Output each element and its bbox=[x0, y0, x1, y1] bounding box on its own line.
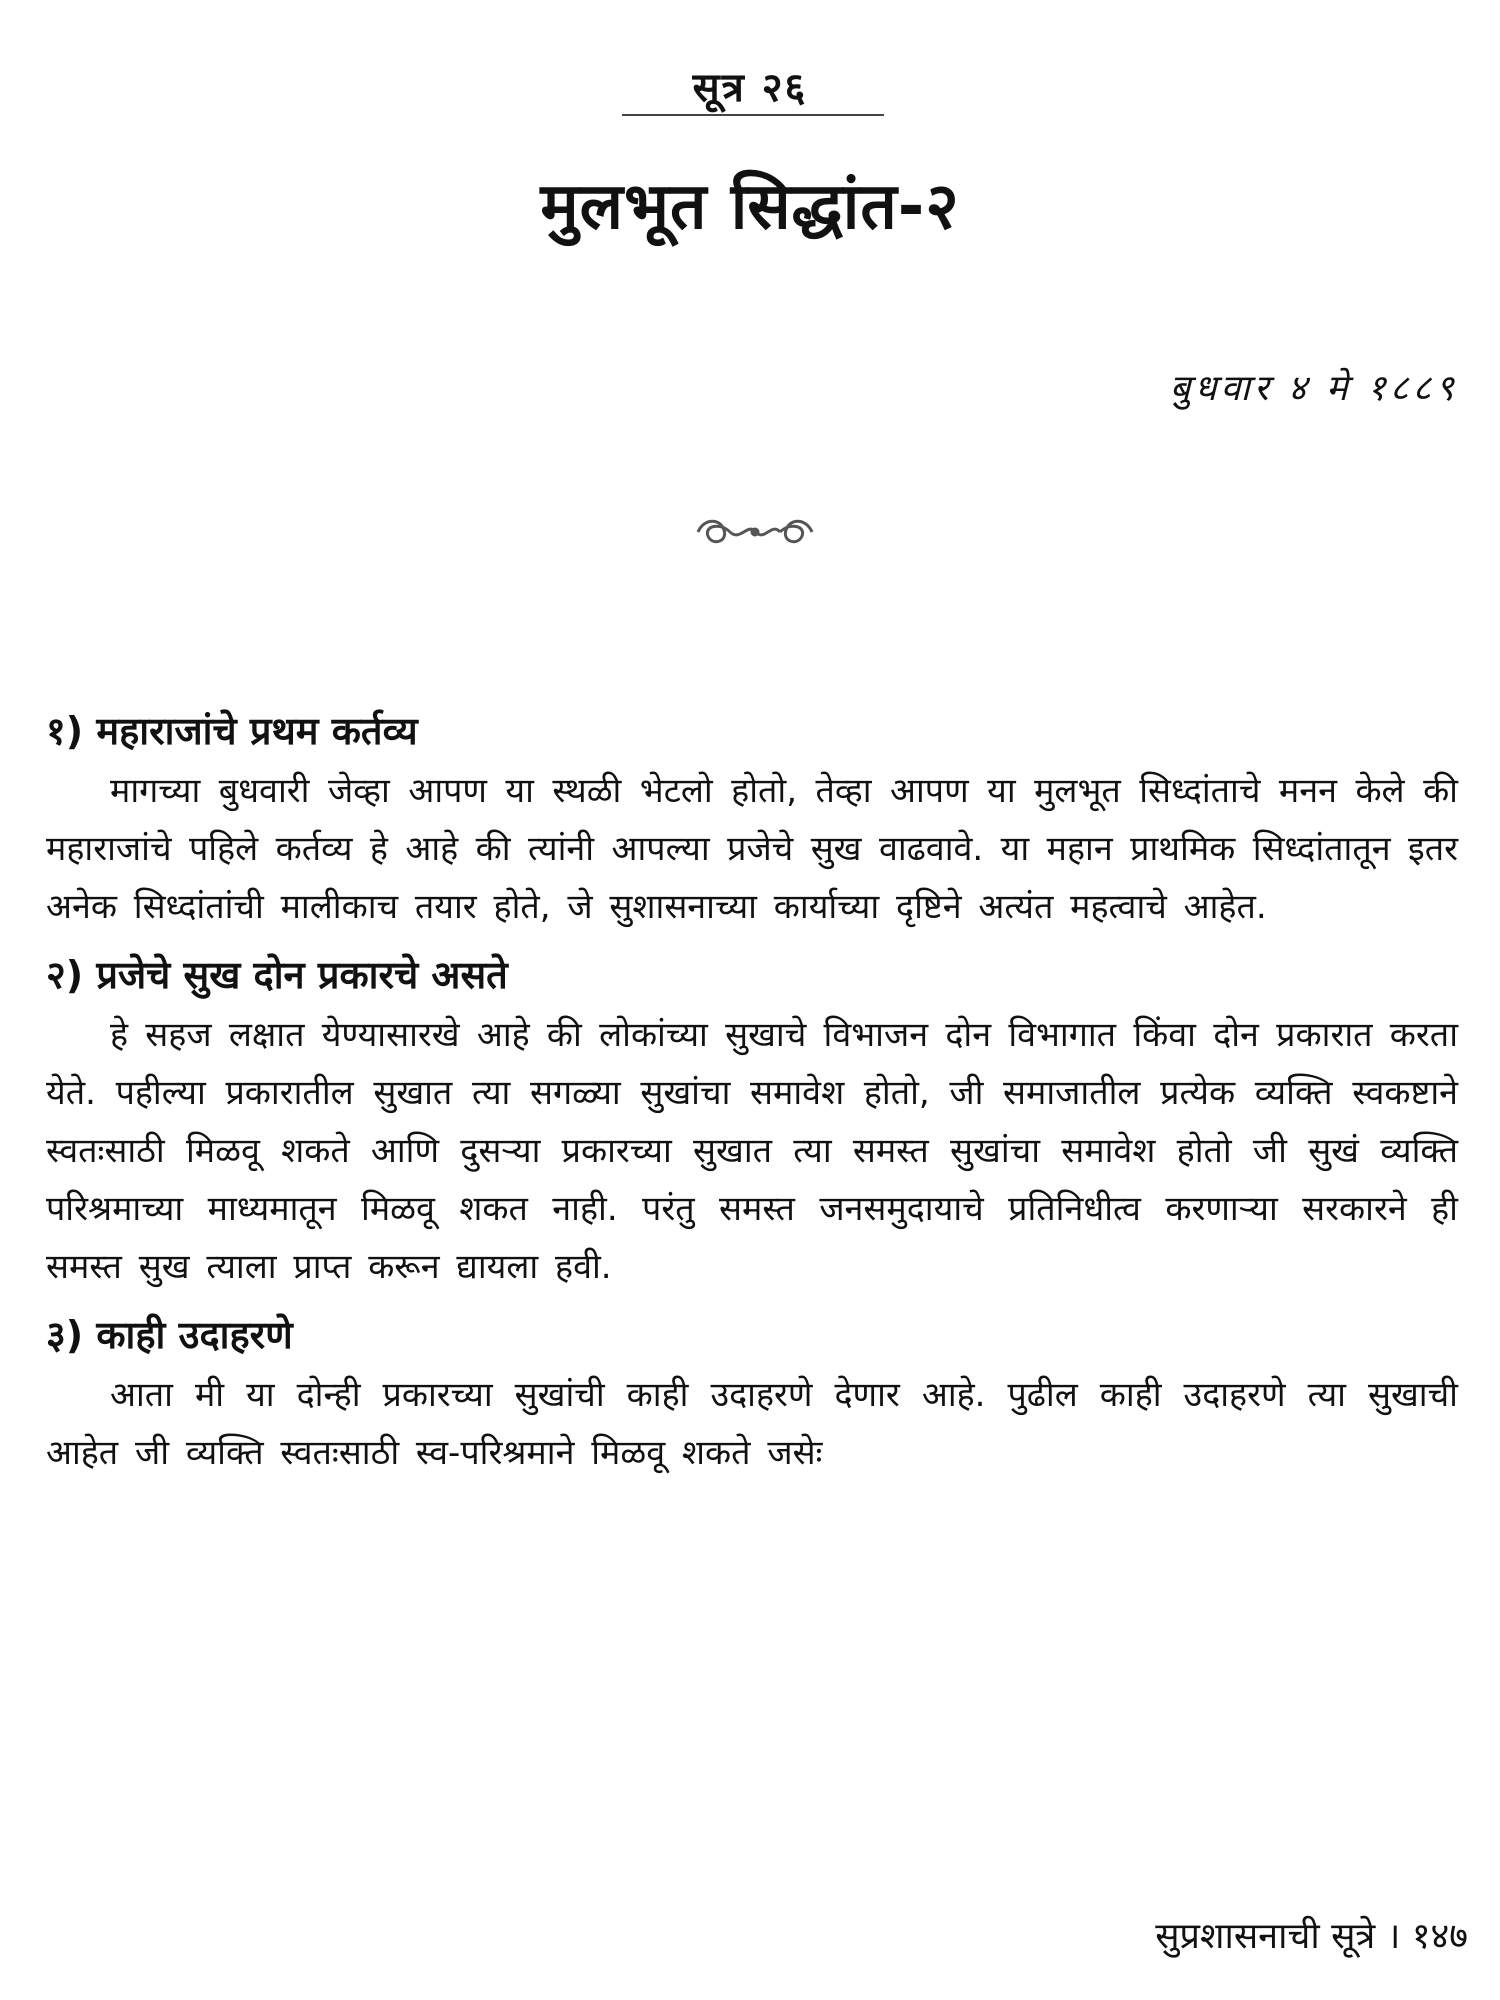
sutra-number-label: सूत्र २६ bbox=[692, 65, 808, 111]
page-footer: सुप्रशासनाची सूत्रे । १४७ bbox=[1155, 1916, 1468, 1957]
ornament-divider-icon bbox=[690, 512, 820, 552]
section-heading-3: ३) काही उदाहरणे bbox=[46, 1313, 293, 1357]
chapter-title: मुलभूत सिद्धांत-२ bbox=[540, 170, 960, 244]
section-heading-2: २) प्रजेचे सुख दोन प्रकारचे असते bbox=[46, 953, 508, 997]
lecture-date: बुधवार ४ मे १८८९ bbox=[1169, 368, 1458, 409]
section-paragraph-2: हे सहज लक्षात येण्यासारखे आहे की लोकांच्या सुखाचे विभाजन दोन विभागात किंवा दोन प्रकारात करता येते. पहील्या प्रकारातील सुखात त्या सगळ्या सुखांचा समावेश होतो, जी समाजातील प्रत्येक व्यक्ति स्वकष्टाने स्वतःसाठी मिळवू शकते आणि दुसऱ्या प्रकारच्या सुखात त्या समस्त सुखांचा समावेश होतो जी सुखं व्यक्ति परिश्रमाच्या माध्यमातून मिळवू शकत नाही. परंतु समस्त जनसमुदायाचे प्रतिनिधीत्व करणाऱ्या सरकारने ही समस्त सुख त्याला प्राप्त करून द्यायला हवी. bbox=[46, 1015, 1458, 1287]
section-heading-1: १) महाराजांचे प्रथम कर्तव्य bbox=[46, 709, 418, 753]
document-body bbox=[46, 700, 1458, 1490]
sutra-underline bbox=[622, 114, 884, 116]
section-paragraph-3: आता मी या दोन्ही प्रकारच्या सुखांची काही उदाहरणे देणार आहे. पुढील काही उदाहरणे त्या सुखाची आहेत जी व्यक्ति स्वतःसाठी स्व-परिश्रमाने मिळवू शकते जसेः bbox=[46, 1375, 1458, 1473]
section-paragraph-1: मागच्या बुधवारी जेव्हा आपण या स्थळी भेटलो होतो, तेव्हा आपण या मुलभूत सिध्दांताचे मनन केले की महाराजांचे पहिले कर्तव्य हे आहे की त्यांनी आपल्या प्रजेचे सुख वाढवावे. या महान प्राथमिक सिध्दांतातून इतर अनेक सिध्दांतांची मालीकाच तयार होते, जे सुशासनाच्या कार्याच्या दृष्टिने अत्यंत महत्वाचे आहेत. bbox=[46, 771, 1458, 927]
